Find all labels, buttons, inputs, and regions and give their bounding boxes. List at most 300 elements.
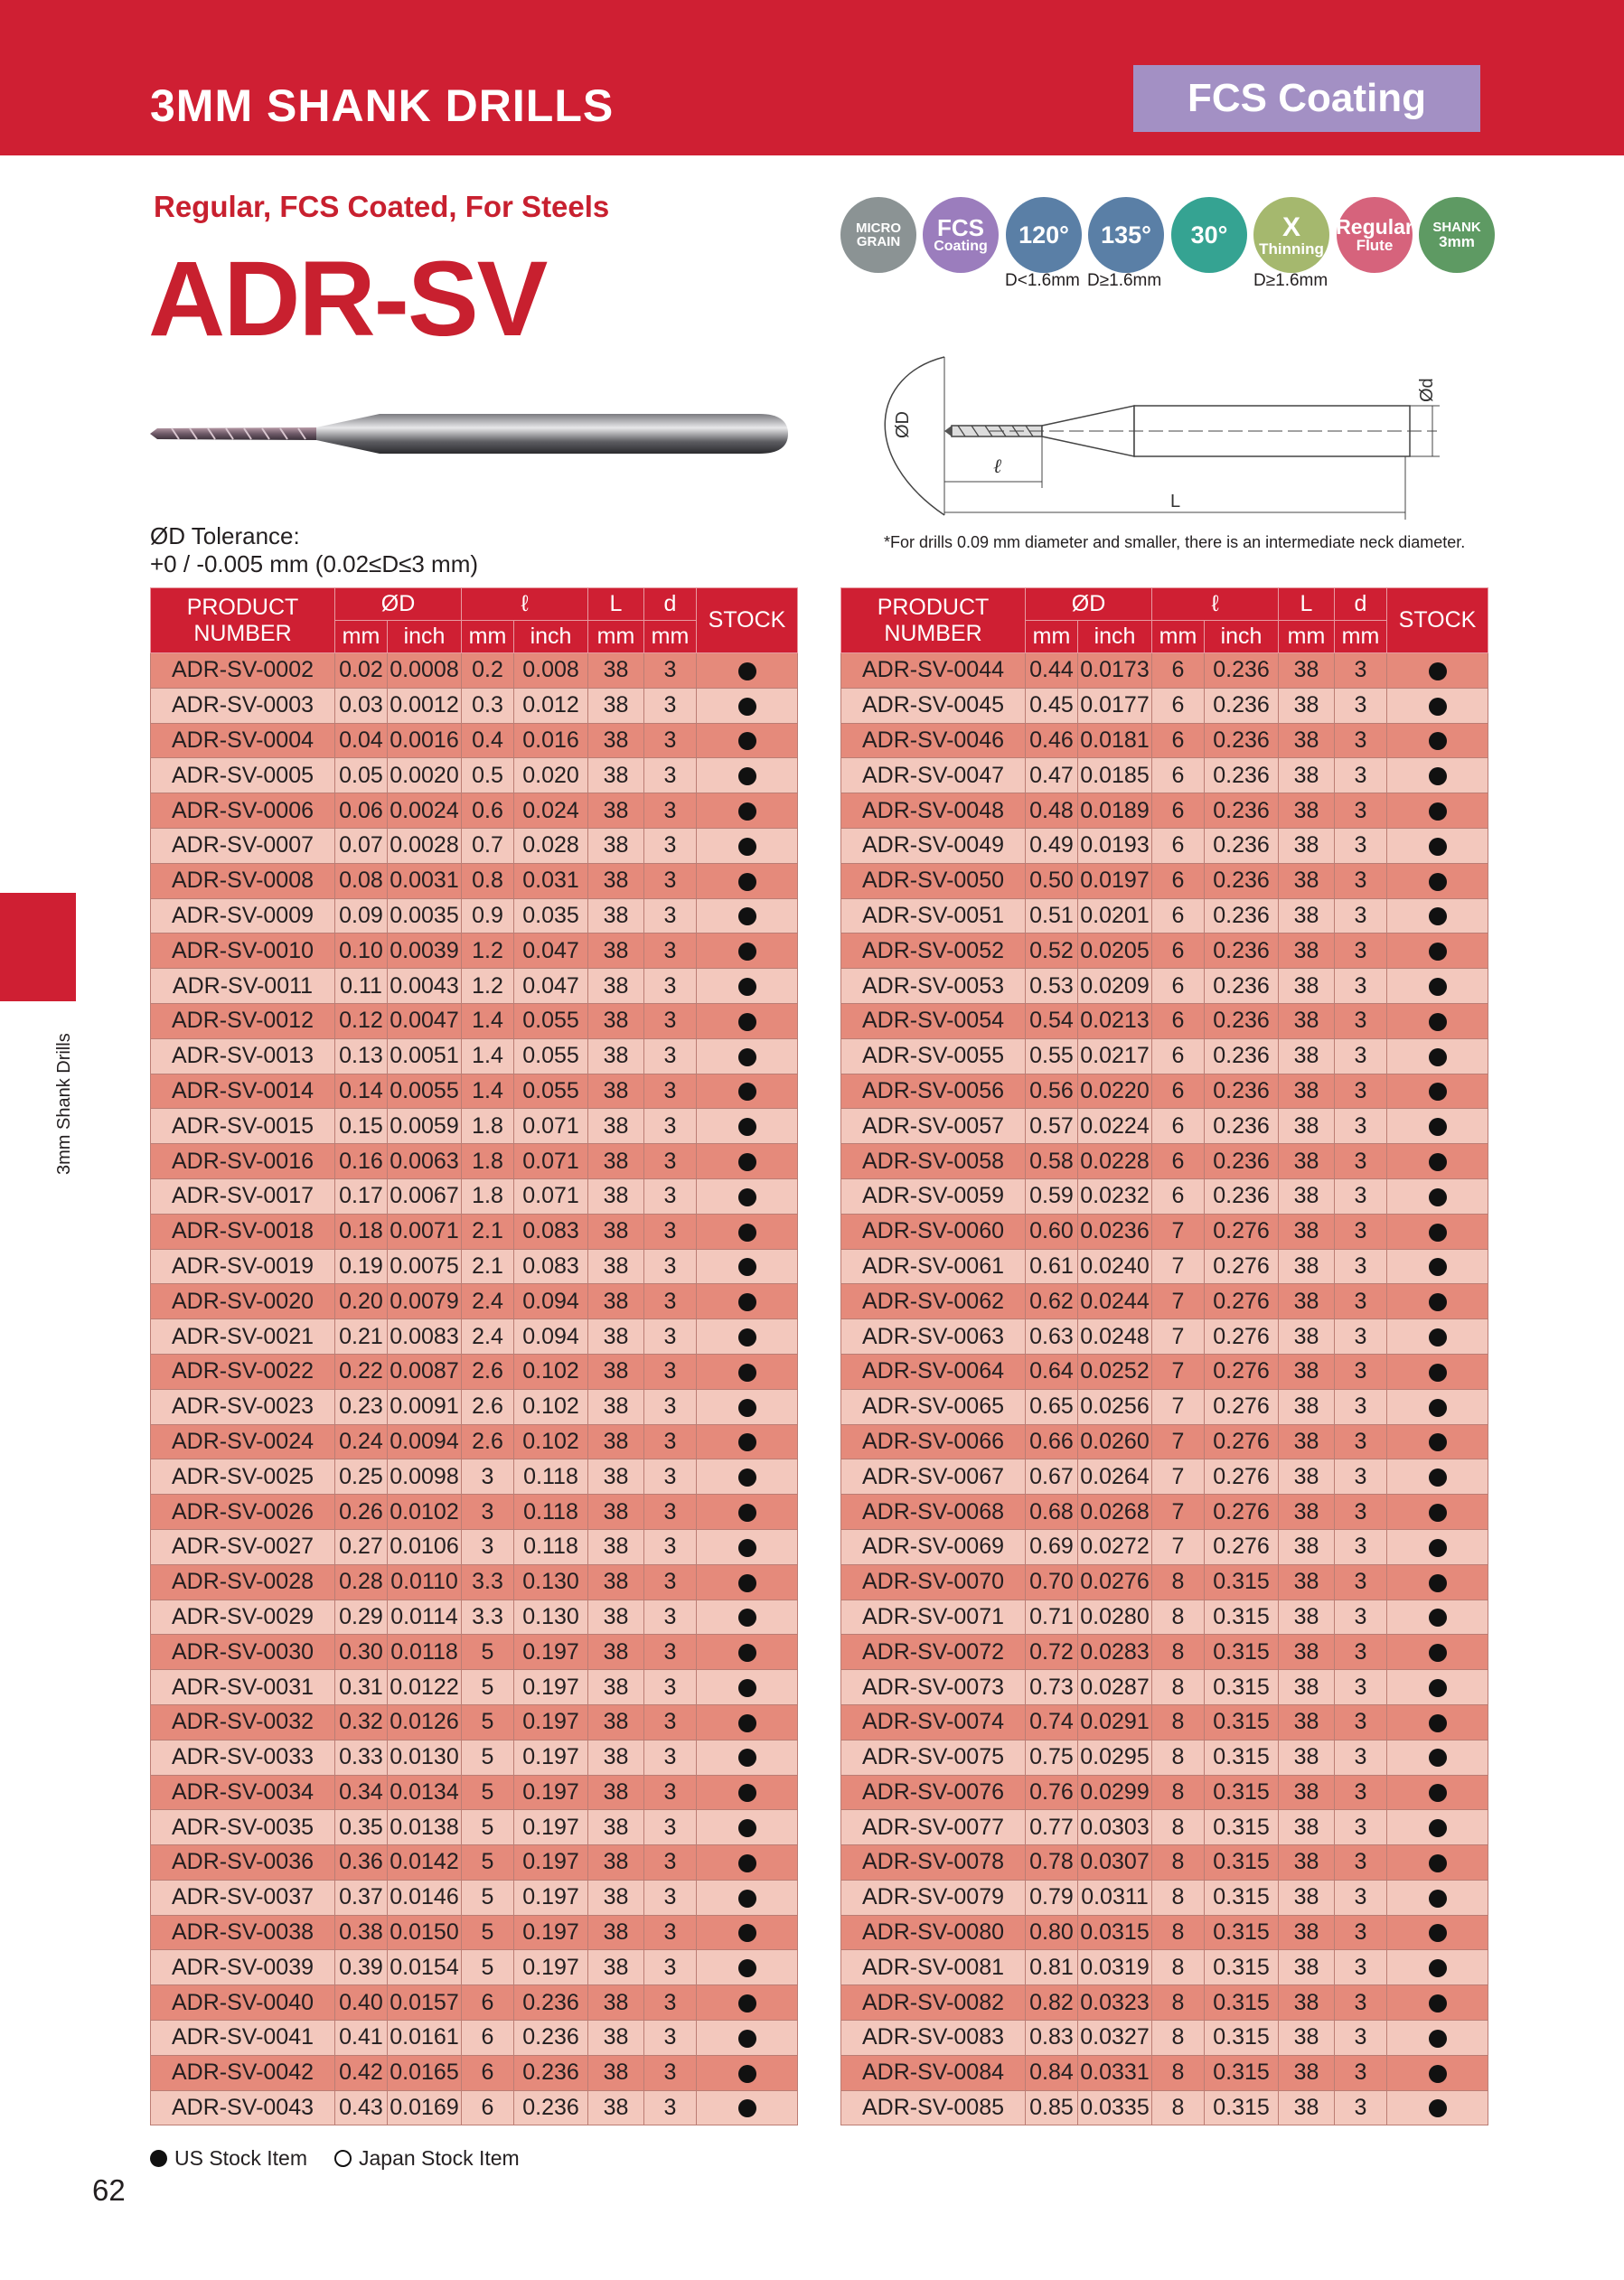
table-row [841,828,1488,863]
flute-length-mm-cell: 6 [462,2090,514,2125]
table-row [841,1880,1488,1915]
overall-length-cell: 38 [1279,828,1335,863]
flute-length-mm-cell: 8 [1152,1740,1205,1775]
diameter-inch-cell: 0.0024 [388,793,462,829]
shank-diameter-cell: 3 [1335,1178,1387,1214]
diameter-inch-cell: 0.0232 [1078,1178,1152,1214]
diameter-mm-cell: 0.83 [1026,2021,1078,2056]
shank-diameter-cell: 3 [644,1284,697,1319]
table-row [151,969,798,1004]
product-number-cell: ADR-SV-0083 [841,2021,1026,2056]
product-number-cell: ADR-SV-0008 [151,863,335,898]
flute-length-mm-cell: 7 [1152,1424,1205,1459]
header-unit-inch: inch [514,621,588,653]
product-number-cell: ADR-SV-0045 [841,688,1026,723]
diameter-mm-cell: 0.21 [335,1319,388,1355]
flute-length-inch-cell: 0.118 [514,1459,588,1495]
flute-length-inch-cell: 0.315 [1205,1740,1279,1775]
stock-cell [697,1178,798,1214]
regular-flute-icon [1337,197,1413,273]
product-number-cell: ADR-SV-0034 [151,1775,335,1810]
product-number-cell: ADR-SV-0040 [151,1985,335,2021]
shank-diameter-cell: 3 [644,1319,697,1355]
stock-cell [1387,1284,1488,1319]
table-row [841,1319,1488,1355]
table-row [841,1564,1488,1600]
flute-length-mm-cell: 8 [1152,2055,1205,2090]
flute-length-inch-cell: 0.236 [1205,1144,1279,1179]
us-stock-icon [738,873,756,891]
flute-length-inch-cell: 0.236 [1205,828,1279,863]
us-stock-icon [738,802,756,821]
shank-diameter-cell: 3 [644,1459,697,1495]
diameter-mm-cell: 0.42 [335,2055,388,2090]
diameter-mm-cell: 0.23 [335,1389,388,1424]
diameter-inch-cell: 0.0150 [388,1915,462,1950]
flute-length-mm-cell: 6 [1152,1003,1205,1038]
flute-length-mm-cell: 8 [1152,1564,1205,1600]
table-row [841,653,1488,689]
us-stock-icon [1429,1959,1447,1977]
stock-cell [697,1389,798,1424]
diameter-inch-cell: 0.0008 [388,653,462,689]
table-row [841,1424,1488,1459]
us-stock-icon [1429,1924,1447,1942]
page-number: 62 [92,2173,126,2207]
product-number-cell: ADR-SV-0032 [151,1704,335,1740]
table-row [151,934,798,969]
product-number-cell: ADR-SV-0026 [151,1495,335,1530]
flute-length-inch-cell: 0.197 [514,1670,588,1705]
diameter-inch-cell: 0.0051 [388,1038,462,1074]
flute-length-mm-cell: 5 [462,1845,514,1881]
product-number-cell: ADR-SV-0079 [841,1880,1026,1915]
us-stock-icon [738,1539,756,1557]
flute-length-mm-cell: 7 [1152,1249,1205,1284]
diameter-inch-cell: 0.0268 [1078,1495,1152,1530]
diameter-mm-cell: 0.74 [1026,1704,1078,1740]
shank-diameter-cell: 3 [1335,969,1387,1004]
overall-length-cell: 38 [1279,758,1335,793]
product-number-cell: ADR-SV-0013 [151,1038,335,1074]
shank-diameter-cell: 3 [1335,1144,1387,1179]
overall-length-cell: 38 [588,1074,644,1109]
diameter-mm-cell: 0.16 [335,1144,388,1179]
shank-diameter-cell: 3 [644,793,697,829]
flute-length-mm-cell: 8 [1152,1704,1205,1740]
side-tab [0,893,76,1001]
diameter-inch-cell: 0.0307 [1078,1845,1152,1881]
overall-length-cell: 38 [1279,1109,1335,1144]
flute-length-mm-cell: 0.7 [462,828,514,863]
product-number-cell: ADR-SV-0072 [841,1635,1026,1670]
table-row [151,898,798,934]
diameter-mm-cell: 0.24 [335,1424,388,1459]
shank-diameter-cell: 3 [644,1845,697,1881]
flute-length-mm-cell: 6 [1152,969,1205,1004]
diameter-inch-cell: 0.0323 [1078,1985,1152,2021]
flute-length-inch-cell: 0.130 [514,1564,588,1600]
flute-length-inch-cell: 0.236 [514,1985,588,2021]
diameter-mm-cell: 0.35 [335,1810,388,1845]
flute-length-mm-cell: 1.8 [462,1109,514,1144]
table-row [151,1529,798,1564]
diameter-mm-cell: 0.14 [335,1074,388,1109]
tolerance-value: +0 / -0.005 mm (0.02≤D≤3 mm) [150,550,479,577]
stock-cell [1387,1810,1488,1845]
shank-diameter-cell: 3 [644,1670,697,1705]
flute-length-inch-cell: 0.055 [514,1003,588,1038]
flute-length-mm-cell: 5 [462,1670,514,1705]
flute-length-mm-cell: 6 [1152,653,1205,689]
overall-length-cell: 38 [588,1635,644,1670]
diameter-mm-cell: 0.50 [1026,863,1078,898]
table-row [151,1810,798,1845]
shank-diameter-cell: 3 [1335,653,1387,689]
flute-length-inch-cell: 0.236 [1205,863,1279,898]
table-row [151,653,798,689]
us-stock-icon [738,1258,756,1276]
flute-length-inch-cell: 0.020 [514,758,588,793]
shank-diameter-cell: 3 [644,934,697,969]
diameter-inch-cell: 0.0299 [1078,1775,1152,1810]
product-number-cell: ADR-SV-0049 [841,828,1026,863]
table-row [151,1459,798,1495]
us-stock-icon [1429,1293,1447,1311]
flute-length-mm-cell: 6 [462,1985,514,2021]
diameter-inch-cell: 0.0256 [1078,1389,1152,1424]
shank-diameter-cell: 3 [644,969,697,1004]
shank-diameter-cell: 3 [1335,1635,1387,1670]
product-number-cell: ADR-SV-0043 [151,2090,335,2125]
stock-cell [1387,1214,1488,1249]
diameter-mm-cell: 0.55 [1026,1038,1078,1074]
table-row [841,1354,1488,1389]
overall-length-cell: 38 [588,793,644,829]
product-number-cell: ADR-SV-0038 [151,1915,335,1950]
shank-diameter-cell: 3 [1335,828,1387,863]
table-row [151,828,798,863]
flute-length-inch-cell: 0.236 [514,2055,588,2090]
us-stock-icon [1429,1328,1447,1346]
stock-cell [1387,1600,1488,1635]
stock-cell [697,1495,798,1530]
section-title: 3MM SHANK DRILLS [150,80,615,131]
diameter-mm-cell: 0.52 [1026,934,1078,969]
diameter-mm-cell: 0.71 [1026,1600,1078,1635]
us-stock-icon [1429,1819,1447,1837]
stock-cell [1387,1704,1488,1740]
legend-japan-label: Japan Stock Item [358,2146,520,2170]
flute-length-mm-cell: 2.4 [462,1319,514,1355]
shank-diameter-cell: 3 [1335,1003,1387,1038]
product-number-cell: ADR-SV-0028 [151,1564,335,1600]
product-number-cell: ADR-SV-0005 [151,758,335,793]
table-row [841,1249,1488,1284]
diameter-mm-cell: 0.44 [1026,653,1078,689]
overall-length-cell: 38 [1279,1495,1335,1530]
product-number-cell: ADR-SV-0065 [841,1389,1026,1424]
japan-stock-icon [334,2150,352,2167]
us-stock-icon [150,2150,167,2167]
us-stock-icon [738,698,756,716]
diameter-mm-cell: 0.75 [1026,1740,1078,1775]
diameter-inch-cell: 0.0063 [388,1144,462,1179]
shank-diameter-cell: 3 [1335,1495,1387,1530]
diameter-inch-cell: 0.0181 [1078,723,1152,758]
diameter-inch-cell: 0.0130 [388,1740,462,1775]
overall-length-cell: 38 [588,1600,644,1635]
page-header [0,0,1624,155]
diameter-inch-cell: 0.0291 [1078,1704,1152,1740]
shank-diameter-cell: 3 [1335,863,1387,898]
flute-length-mm-cell: 0.9 [462,898,514,934]
header-unit-mm: mm [588,621,644,653]
shank-diameter-cell: 3 [1335,1109,1387,1144]
micro-grain-icon [840,197,916,273]
us-stock-icon [1429,1749,1447,1767]
overall-length-cell: 38 [1279,1635,1335,1670]
icon-label: SHANK [1432,220,1481,235]
shank-diameter-cell: 3 [1335,1319,1387,1355]
product-number-cell: ADR-SV-0024 [151,1424,335,1459]
shank-diameter-cell: 3 [1335,2090,1387,2125]
flute-length-inch-cell: 0.315 [1205,2090,1279,2125]
flute-length-inch-cell: 0.102 [514,1389,588,1424]
us-stock-icon [1429,2099,1447,2117]
diameter-mm-cell: 0.45 [1026,688,1078,723]
overall-length-cell: 38 [588,1880,644,1915]
flute-length-mm-cell: 5 [462,1950,514,1985]
table-row [151,793,798,829]
diameter-mm-cell: 0.78 [1026,1845,1078,1881]
overall-length-cell: 38 [1279,1915,1335,1950]
diameter-inch-cell: 0.0287 [1078,1670,1152,1705]
product-number-cell: ADR-SV-0015 [151,1109,335,1144]
table-row [151,1038,798,1074]
diameter-mm-cell: 0.68 [1026,1495,1078,1530]
stock-cell [697,1354,798,1389]
overall-length-cell: 38 [1279,1810,1335,1845]
diameter-mm-cell: 0.17 [335,1178,388,1214]
overall-length-cell: 38 [588,1915,644,1950]
shank-diameter-cell: 3 [644,1389,697,1424]
flute-length-mm-cell: 7 [1152,1389,1205,1424]
flute-length-inch-cell: 0.276 [1205,1354,1279,1389]
table-row [841,1178,1488,1214]
shank-diameter-cell: 3 [1335,1564,1387,1600]
diameter-inch-cell: 0.0091 [388,1389,462,1424]
flute-length-mm-cell: 8 [1152,1950,1205,1985]
stock-cell [1387,1459,1488,1495]
overall-length-cell: 38 [1279,2055,1335,2090]
shank-diameter-cell: 3 [644,1775,697,1810]
flute-length-inch-cell: 0.236 [1205,1074,1279,1109]
diameter-inch-cell: 0.0228 [1078,1144,1152,1179]
stock-cell [1387,934,1488,969]
overall-length-cell: 38 [1279,1600,1335,1635]
flute-length-mm-cell: 3 [462,1459,514,1495]
icon-label: Coating [934,239,988,254]
diameter-inch-cell: 0.0028 [388,828,462,863]
overall-length-cell: 38 [588,1214,644,1249]
diameter-mm-cell: 0.81 [1026,1950,1078,1985]
diameter-mm-cell: 0.77 [1026,1810,1078,1845]
product-number-cell: ADR-SV-0066 [841,1424,1026,1459]
diameter-inch-cell: 0.0209 [1078,969,1152,1004]
diameter-inch-cell: 0.0272 [1078,1529,1152,1564]
diameter-inch-cell: 0.0217 [1078,1038,1152,1074]
table-row [841,1003,1488,1038]
stock-cell [697,1214,798,1249]
diameter-inch-cell: 0.0083 [388,1319,462,1355]
header-unit-mm: mm [644,621,697,653]
stock-cell [697,934,798,969]
flute-length-inch-cell: 0.236 [1205,1038,1279,1074]
stock-cell [1387,1109,1488,1144]
overall-length-cell: 38 [1279,1354,1335,1389]
table-row [841,1810,1488,1845]
table-row [151,1704,798,1740]
stock-cell [697,863,798,898]
product-number-cell: ADR-SV-0018 [151,1214,335,1249]
product-number-cell: ADR-SV-0021 [151,1319,335,1355]
stock-cell [697,828,798,863]
stock-cell [1387,1144,1488,1179]
table-row [841,1074,1488,1109]
overall-length-cell: 38 [588,1109,644,1144]
table-row [841,1495,1488,1530]
flute-length-mm-cell: 7 [1152,1495,1205,1530]
product-number-cell: ADR-SV-0046 [841,723,1026,758]
shank-diameter-cell: 3 [1335,723,1387,758]
overall-length-cell: 38 [1279,969,1335,1004]
table-row [151,1074,798,1109]
table-row [841,1670,1488,1705]
stock-cell [1387,1670,1488,1705]
flute-length-mm-cell: 1.4 [462,1003,514,1038]
flute-length-mm-cell: 7 [1152,1214,1205,1249]
flute-length-inch-cell: 0.315 [1205,1950,1279,1985]
shank-diameter-cell: 3 [1335,1740,1387,1775]
stock-cell [1387,969,1488,1004]
us-stock-icon [738,1994,756,2013]
stock-cell [697,653,798,689]
us-stock-icon [738,2030,756,2048]
us-stock-icon [1429,1153,1447,1171]
flute-length-mm-cell: 6 [1152,1144,1205,1179]
overall-length-cell: 38 [588,2021,644,2056]
flute-length-mm-cell: 6 [1152,688,1205,723]
shank-diameter-cell: 3 [1335,1985,1387,2021]
diameter-inch-cell: 0.0319 [1078,1950,1152,1985]
shank-diameter-cell: 3 [1335,1915,1387,1950]
diameter-mm-cell: 0.22 [335,1354,388,1389]
us-stock-icon [1429,1609,1447,1627]
header-unit-mm: mm [1335,621,1387,653]
stock-cell [697,1740,798,1775]
stock-cell [697,1144,798,1179]
diameter-inch-cell: 0.0138 [388,1810,462,1845]
header-stock: STOCK [1387,588,1488,653]
us-stock-icon [1429,2030,1447,2048]
stock-legend [150,2146,520,2171]
shank-diameter-cell: 3 [644,1564,697,1600]
product-number-cell: ADR-SV-0075 [841,1740,1026,1775]
header-unit-inch: inch [388,621,462,653]
flute-length-mm-cell: 8 [1152,1670,1205,1705]
flute-length-inch-cell: 0.008 [514,653,588,689]
us-stock-icon [1429,1258,1447,1276]
diameter-mm-cell: 0.67 [1026,1459,1078,1495]
overall-length-cell: 38 [588,1985,644,2021]
stock-cell [1387,1985,1488,2021]
stock-cell [1387,1319,1488,1355]
shank-diameter-cell: 3 [644,688,697,723]
product-subtitle: Regular, FCS Coated, For Steels [154,190,610,223]
us-stock-icon [1429,1048,1447,1066]
overall-length-cell: 38 [588,1319,644,1355]
product-number-cell: ADR-SV-0025 [151,1459,335,1495]
product-number-cell: ADR-SV-0039 [151,1950,335,1985]
diameter-mm-cell: 0.73 [1026,1670,1078,1705]
header-label: PRODUCT [186,594,299,620]
flute-length-inch-cell: 0.276 [1205,1389,1279,1424]
overall-length-cell: 38 [1279,1670,1335,1705]
diameter-inch-cell: 0.0201 [1078,898,1152,934]
overall-length-cell: 38 [588,1284,644,1319]
diameter-inch-cell: 0.0157 [388,1985,462,2021]
neck-note: *For drills 0.09 mm diameter and smaller, there is an intermediate neck diameter. [884,533,1466,551]
diameter-mm-cell: 0.20 [335,1284,388,1319]
stock-cell [1387,688,1488,723]
stock-cell [697,1704,798,1740]
table-row [841,863,1488,898]
shank-diameter-cell: 3 [644,1880,697,1915]
us-stock-icon [1429,1714,1447,1732]
stock-cell [1387,1915,1488,1950]
product-number-cell: ADR-SV-0022 [151,1354,335,1389]
us-stock-icon [1429,802,1447,821]
stock-cell [1387,1635,1488,1670]
header-product-number [151,588,335,653]
diameter-inch-cell: 0.0185 [1078,758,1152,793]
diameter-mm-cell: 0.04 [335,723,388,758]
flute-length-inch-cell: 0.055 [514,1074,588,1109]
us-stock-icon [738,1959,756,1977]
stock-cell [697,1915,798,1950]
table-row [841,1144,1488,1179]
table-row [841,793,1488,829]
table-row [841,1284,1488,1319]
flute-length-inch-cell: 0.276 [1205,1495,1279,1530]
shank-diameter-cell: 3 [644,1074,697,1109]
diameter-mm-cell: 0.08 [335,863,388,898]
stock-cell [697,1880,798,1915]
diameter-mm-cell: 0.28 [335,1564,388,1600]
overall-length-cell: 38 [588,898,644,934]
product-number-cell: ADR-SV-0074 [841,1704,1026,1740]
us-stock-icon [738,1784,756,1802]
stock-cell [697,1529,798,1564]
diameter-inch-cell: 0.0071 [388,1214,462,1249]
flute-length-mm-cell: 5 [462,1880,514,1915]
coating-badge: FCS Coating [1133,65,1480,132]
shank-diameter-cell: 3 [644,1214,697,1249]
diameter-inch-cell: 0.0098 [388,1459,462,1495]
us-stock-icon [1429,1433,1447,1451]
table-row [841,1740,1488,1775]
